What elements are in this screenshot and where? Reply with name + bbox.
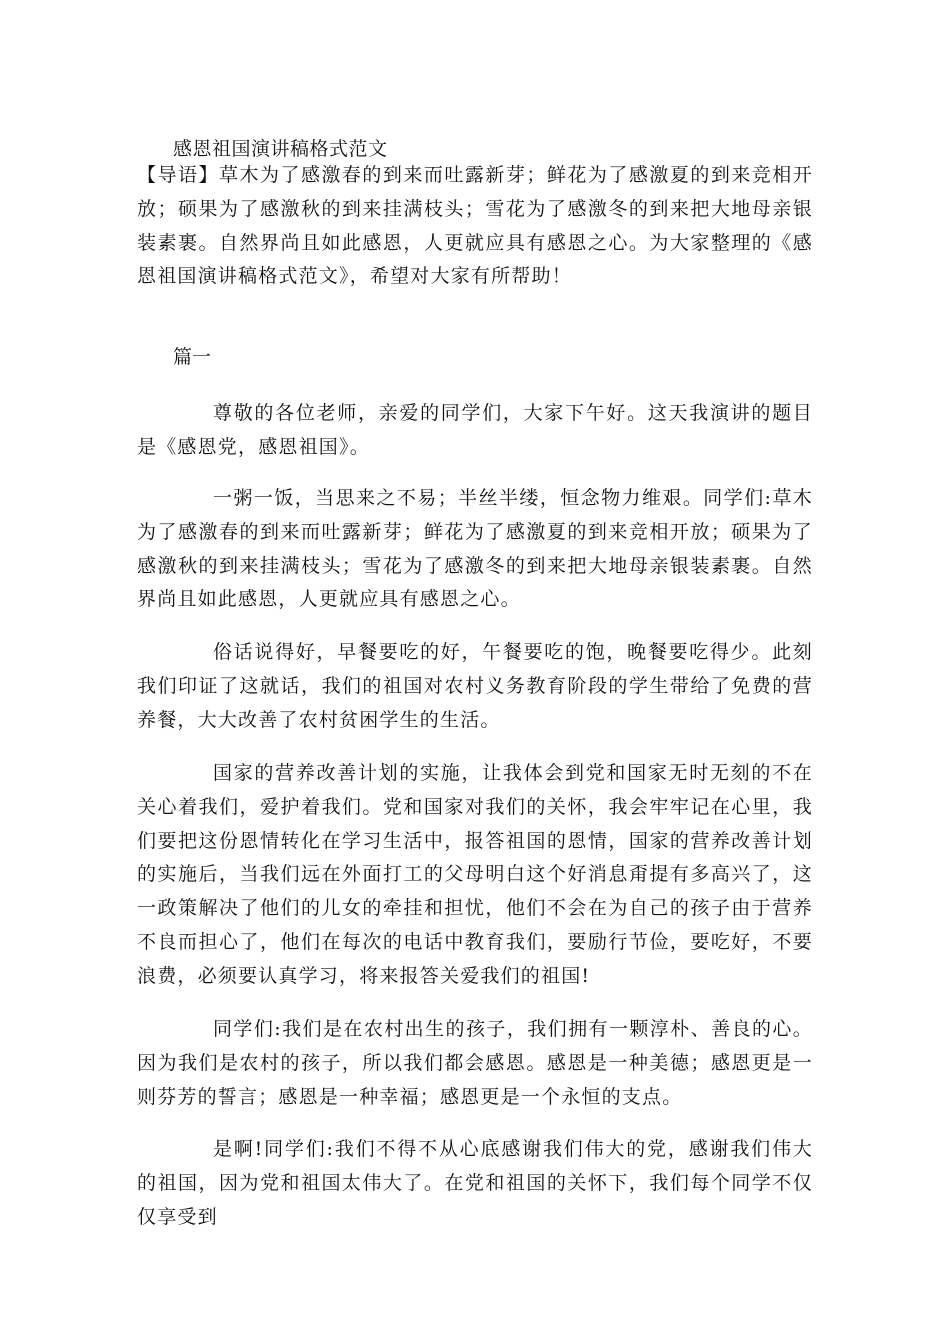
body-paragraph: 俗话说得好，早餐要吃的好，午餐要吃的饱，晚餐要吃得少。此刻我们印证了这就话，我们的祖国对农村义务教育阶段的学生带给了免费的营养餐，大大改善了农村贫困学生的生活。 bbox=[137, 641, 813, 731]
intro-paragraph: 【导语】草木为了感激春的到来而吐露新芽；鲜花为了感激夏的到来竞相开放；硕果为了感激秋的到来挂满枝头；雪花为了感激冬的到来把大地母亲银装素裹。自然界尚且如此感恩，人更就应具有感恩之心。为大家整理的《感恩祖国演讲稿格式范文》，希望对大家有所帮助！ bbox=[137, 164, 813, 288]
body-paragraph: 是啊!同学们:我们不得不从心底感谢我们伟大的党，感谢我们伟大的祖国，因为党和祖国太伟大了。在党和祖国的关怀下，我们每个同学不仅仅享受到 bbox=[137, 1138, 813, 1228]
body-paragraph: 国家的营养改善计划的实施，让我体会到党和国家无时无刻的不在关心着我们，爱护着我们。党和国家对我们的关怀，我会牢牢记在心里，我们要把这份恩情转化在学习生活中，报答祖国的恩情，国家的营养改善计划的实施后，当我们远在外面打工的父母明白这个好消息甭提有多高兴了，这一政策解决了他们的儿女的牵挂和担忧，他们不会在为自己的孩子由于营养不良而担心了，他们在每次的电话中教育我们，要励行节俭，要吃好，不要浪费，必须要认真学习，将来报答关爱我们的祖国! bbox=[137, 762, 813, 987]
body-paragraph: 一粥一饭，当思来之不易；半丝半缕，恒念物力维艰。同学们:草木为了感激春的到来而吐露新芽；鲜花为了感激夏的到来竞相开放；硕果为了感激秋的到来挂满枝头；雪花为了感激冬的到来把大地母亲银装素裹。自然界尚且如此感恩，人更就应具有感恩之心。 bbox=[137, 487, 813, 611]
body-paragraph: 尊敬的各位老师，亲爱的同学们，大家下午好。这天我演讲的题目是《感恩党，感恩祖国》。 bbox=[137, 402, 813, 458]
body-paragraph: 同学们:我们是在农村出生的孩子，我们拥有一颗淳朴、善良的心。因为我们是农村的孩子，所以我们都会感恩。感恩是一种美德；感恩更是一则芬芳的誓言；感恩是一种幸福；感恩更是一个永恒的支点。 bbox=[137, 1018, 813, 1108]
document-title: 感恩祖国演讲稿格式范文 bbox=[173, 138, 388, 160]
section-heading: 篇一 bbox=[173, 346, 212, 368]
